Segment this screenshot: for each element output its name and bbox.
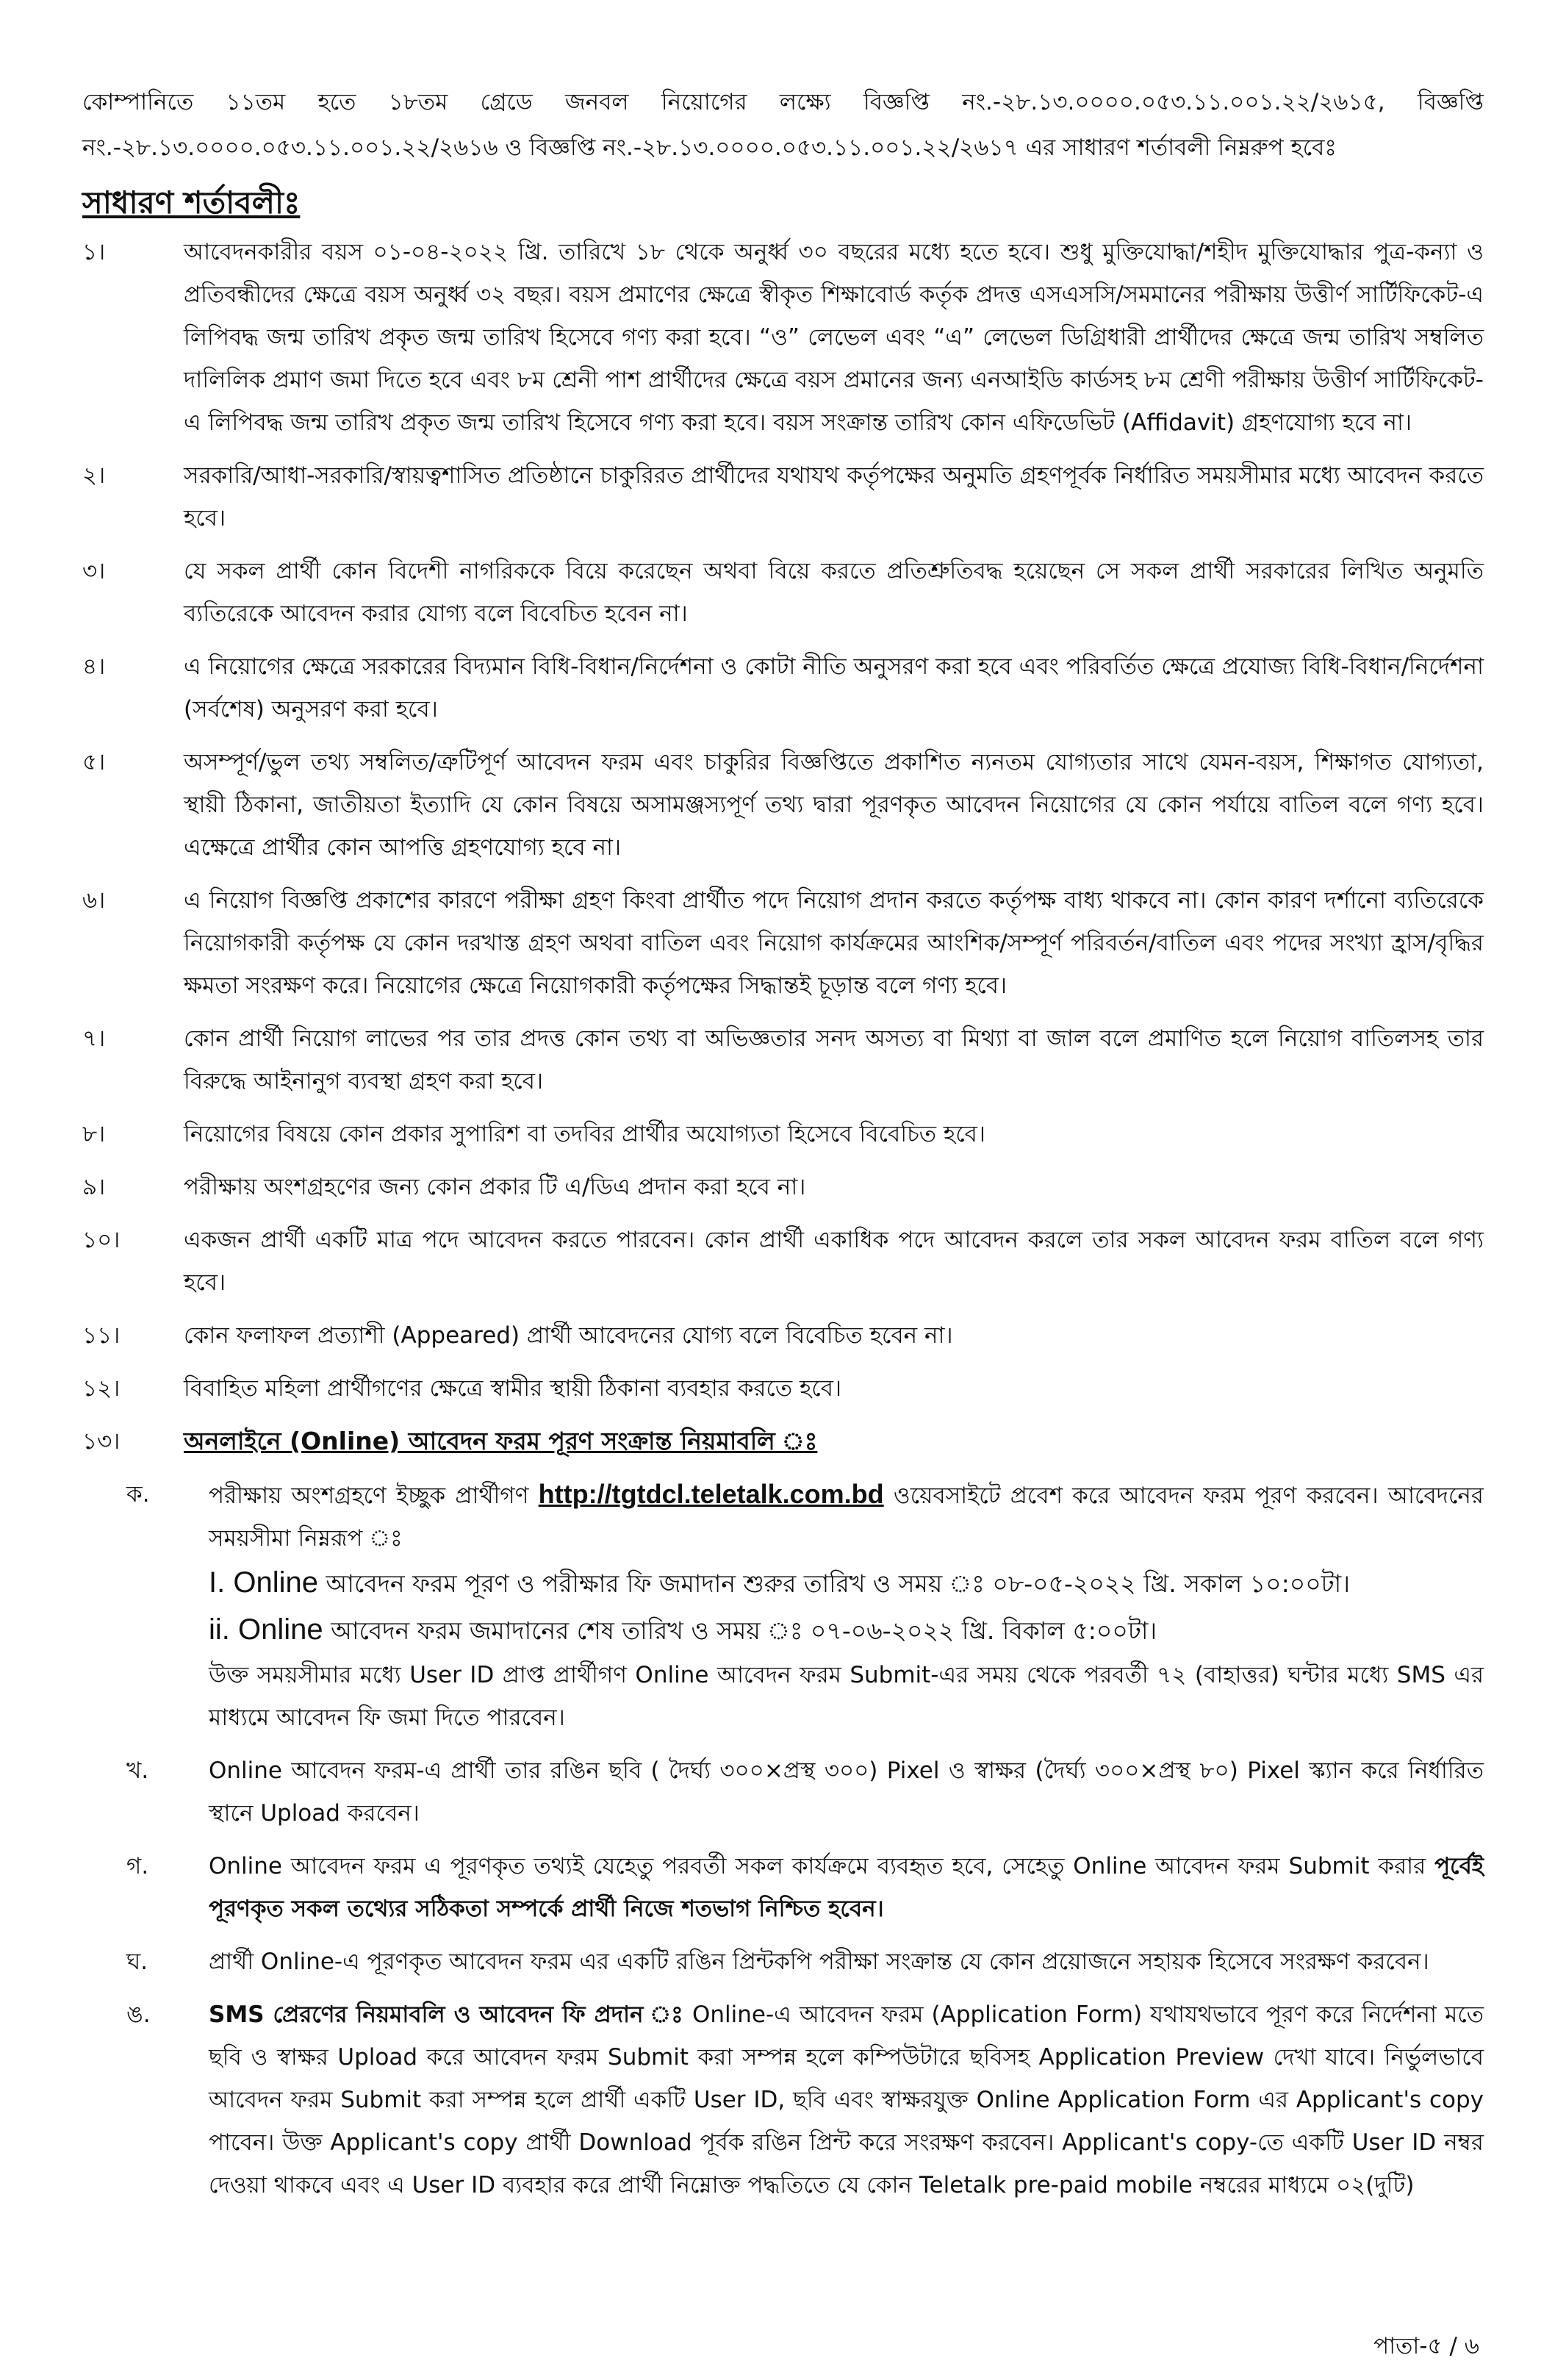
sub-item-text: Online আবেদন ফরম-এ প্রার্থী তার রঙিন ছবি ( দৈর্ঘ্য ৩০০×প্রস্থ ৩০০) Pixel ও স্বাক্ষর (দৈর্ঘ্য ৩০০×প্রস্থ ৮০) Pixel স্ক্যান করে নির্ধারিত স্থানে Upload করবেন। [209,1757,1484,1827]
item-number: ৬। [82,887,106,914]
item-number: ১০। [82,1227,121,1253]
ga-bold-text: পূর্বেই পূরণকৃত সকল তথ্যের সঠিকতা সম্পর্কে প্রার্থী নিজে শতভাগ নিশ্চিত হবেন। [209,1853,1484,1922]
item-text: পরীক্ষায় অংশগ্রহণের জন্য কোন প্রকার টি এ/ডিএ প্রদান করা হবে না। [184,1174,806,1200]
start-date-label: I. Online [209,1566,318,1599]
list-item [82,1219,1484,1304]
sub-item-number: ঘ. [126,1949,148,1975]
sms-rules-text: Online-এ আবেদন ফরম (Application Form) যথাযথভাবে পূরণ করে নির্দেশনা মতে ছবি ও স্বাক্ষর Upload করে আবেদন ফরম Submit করা সম্পন্ন হলে কম্পিউটারে ছবিসহ Application Preview দেখা যাবে। নির্ভুলভাবে আবেদন ফরম Submit করা সম্পন্ন হলে প্রার্থী একটি User ID, ছবি এবং স্বাক্ষরযুক্ত Online Application Form এর Applicant's copy পাবেন। উক্ত Applicant's copy প্রার্থী Download পূর্বক রঙিন প্রিন্ট করে সংরক্ষণ করবেন। Applicant's copy-তে একটি User ID নম্বর দেওয়া থাকবে এবং এ User ID ব্যবহার করে প্রার্থী নিম্নোক্ত পদ্ধতিতে যে কোন Teletalk pre-paid mobile নম্বরের মাধ্যমে ০২(দুটি) [209,2001,1484,2198]
sub-item-kha [126,1749,1484,1835]
sub-item-text [209,1993,1484,2207]
ga-text: Online আবেদন ফরম এ পূরণকৃত তথ্যই যেহেতু পরবর্তী সকল কার্যক্রমে ব্যবহৃত হবে, সেহেতু Online আবেদন ফরম Submit করার [209,1853,1426,1879]
item-number: ৭। [82,1025,106,1052]
sub-item-text [209,1845,1484,1930]
list-item [82,1017,1484,1103]
sub-item-ga [126,1845,1484,1930]
end-date-label: ii. Online [209,1613,323,1646]
item-number: ৪। [82,653,106,680]
list-item [82,1113,1484,1155]
list-item-online [82,1420,1484,1463]
list-item [82,231,1484,444]
sub-item-umo [126,1993,1484,2207]
item-text: সরকারি/আধা-সরকারি/স্বায়ত্বশাসিত প্রতিষ্ঠানে চাকুরিরত প্রার্থীদের যথাযথ কর্তৃপক্ষের অনুমতি গ্রহণপূর্বক নির্ধারিত সময়সীমার মধ্যে আবেদন করতে হবে। [184,462,1484,531]
start-date-line [209,1560,1484,1607]
item-text: বিবাহিত মহিলা প্রার্থীগণের ক্ষেত্রে স্বামীর স্থায়ী ঠিকানা ব্যবহার করতে হবে। [184,1375,842,1402]
item-text: কোন প্রার্থী নিয়োগ লাভের পর তার প্রদত্ত কোন তথ্য বা অভিজ্ঞতার সনদ অসত্য বা মিথ্যা বা জাল বলে প্রমাণিত হলে নিয়োগ বাতিলসহ তার বিরুদ্ধে আইনানুগ ব্যবস্থা গ্রহণ করা হবে। [184,1025,1484,1094]
item-text: নিয়োগের বিষয়ে কোন প্রকার সুপারিশ বা তদবির প্রার্থীর অযোগ্যতা হিসেবে বিবেচিত হবে। [184,1121,986,1147]
item-text: একজন প্রার্থী একটি মাত্র পদে আবেদন করতে পারবেন। কোন প্রার্থী একাধিক পদে আবেদন করলে তার সকল আবেদন ফরম বাতিল বলে গণ্য হবে। [184,1227,1484,1296]
item-number: ১১। [82,1322,121,1349]
conditions-list [82,231,1484,2207]
item-number: ৩। [82,558,106,584]
end-date-text: আবেদন ফরম জমাদানের শেষ তারিখ ও সময় ঃ ০৭-০৬-২০২২ খ্রি. বিকাল ৫:০০টা। [331,1616,1157,1645]
item-number: ৮। [82,1121,106,1147]
item-number: ৫। [82,749,106,775]
sub-item-text [209,1473,1484,1739]
fee-note: উক্ত সময়সীমার মধ্যে User ID প্রাপ্ত প্রার্থীগণ Online আবেদন ফরম Submit-এর সময় থেকে পরবর্তী ৭২ (বাহাত্তর) ঘন্টার মধ্যে SMS এর মাধ্যমে আবেদন ফি জমা দিতে পারবেন। [209,1662,1484,1731]
section-heading: সাধারণ শর্তাবলীঃ [82,184,301,221]
item-text: এ নিয়োগের ক্ষেত্রে সরকারের বিদ্যমান বিধি-বিধান/নির্দেশনা ও কোটা নীতি অনুসরণ করা হবে এবং পরিবর্তিত ক্ষেত্রে প্রযোজ্য বিধি-বিধান/নির্দেশনা (সর্বশেষ) অনুসরণ করা হবে। [184,653,1484,723]
list-item [82,645,1484,731]
item-text: কোন ফলাফল প্রত্যাশী (Appeared) প্রার্থী আবেদনের যোগ্য বলে বিবেচিত হবেন না। [184,1322,953,1349]
item-text: অসম্পূর্ণ/ভুল তথ্য সম্বলিত/ত্রুটিপূর্ণ আবেদন ফরম এবং চাকুরির বিজ্ঞপ্তিতে প্রকাশিত ন্যনতম যোগ্যতার সাথে যেমন-বয়স, শিক্ষাগত যোগ্যতা, স্থায়ী ঠিকানা, জাতীয়তা ইত্যাদি যে কোন বিষয়ে অসামঞ্জস্যপূর্ণ তথ্য দ্বারা পূরণকৃত আবেদন নিয়োগের যে কোন পর্যায়ে বাতিল বলে গণ্য হবে। এক্ষেত্রে প্রার্থীর কোন আপত্তি গ্রহণযোগ্য হবে না। [184,749,1484,861]
item-number: ১। [82,239,106,265]
website-link[interactable]: http://tgtdcl.teletalk.com.bd [538,1479,884,1509]
sub-item-text: প্রার্থী Online-এ পূরণকৃত আবেদন ফরম এর একটি রঙিন প্রিন্টকপি পরীক্ষা সংক্রান্ত যে কোন প্রয়োজনে সহায়ক হিসেবে সংরক্ষণ করবেন। [209,1949,1429,1975]
list-item [82,454,1484,540]
list-item [82,741,1484,869]
item-number: ১২। [82,1375,121,1402]
item-text: এ নিয়োগ বিজ্ঞপ্তি প্রকাশের কারণে পরীক্ষা গ্রহণ কিংবা প্রার্থীত পদে নিয়োগ প্রদান করতে কর্তৃপক্ষ বাধ্য থাকবে না। কোন কারণ দর্শানো ব্যতিরেকে নিয়োগকারী কর্তৃপক্ষ যে কোন দরখাস্ত গ্রহণ অথবা বাতিল এবং নিয়োগ কার্যক্রমের আংশিক/সম্পূর্ণ পরিবর্তন/বাতিল এবং পদের সংখ্যা হ্রাস/বৃদ্ধির ক্ষমতা সংরক্ষণ করে। নিয়োগের ক্ষেত্রে নিয়োগকারী কর্তৃপক্ষের সিদ্ধান্তই চূড়ান্ত বলে গণ্য হবে। [184,887,1484,999]
sub-item-number: গ. [126,1853,149,1879]
sub-item-number: ক. [126,1481,150,1508]
sub-item-number: খ. [126,1757,149,1784]
ka-text-after: ওয়েবসাইটে প্রবেশ করে আবেদন ফরম পূরণ করবেন। আবেদনের সময়সীমা নিম্নরূপ ঃ [209,1483,1484,1552]
start-date-text: আবেদন ফরম পূরণ ও পরীক্ষার ফি জমাদান শুরুর তারিখ ও সময় ঃ ০৮-০৫-২০২২ খ্রি. সকাল ১০:০০টা। [326,1569,1351,1598]
item-number: ২। [82,462,106,489]
item-text: যে সকল প্রার্থী কোন বিদেশী নাগরিককে বিয়ে করেছেন অথবা বিয়ে করতে প্রতিশ্রুতিবদ্ধ হয়েছেন সে সকল প্রার্থী সরকারের লিখিত অনুমতি ব্যতিরেকে আবেদন করার যোগ্য বলে বিবেচিত হবেন না। [184,558,1484,627]
item-number: ৯। [82,1174,106,1200]
list-item [82,879,1484,1007]
sub-item-gha [126,1940,1484,1983]
item-text: আবেদনকারীর বয়স ০১-০৪-২০২২ খ্রি. তারিখে ১৮ থেকে অনুর্ধ্ব ৩০ বছরের মধ্যে হতে হবে। শুধু মুক্তিযোদ্ধা/শহীদ মুক্তিযোদ্ধার পুত্র-কন্যা ও প্রতিবন্ধীদের ক্ষেত্রে বয়স অনুর্ধ্ব ৩২ বছর। বয়স প্রমাণের ক্ষেত্রে স্বীকৃত শিক্ষাবোর্ড কর্তৃক প্রদত্ত এসএসসি/সমমানের পরীক্ষায় উত্তীর্ণ সার্টিফিকেট-এ লিপিবদ্ধ জন্ম তারিখ প্রকৃত জন্ম তারিখ হিসেবে গণ্য করা হবে। “ও” লেভেল এবং “এ” লেভেল ডিগ্রিধারী প্রার্থীদের ক্ষেত্রে জন্ম তারিখ সম্বলিত দালিলিক প্রমাণ জমা দিতে হবে এবং ৮ম শ্রেনী পাশ প্রার্থীদের ক্ষেত্রে বয়স প্রমানের জন্য এনআইডি কার্ডসহ ৮ম শ্রেণী পরীক্ষায় উত্তীর্ণ সার্টিফিকেট-এ লিপিবদ্ধ জন্ম তারিখ প্রকৃত জন্ম তারিখ হিসেবে গণ্য করা হবে। বয়স সংক্রান্ত তারিখ কোন এফিডেভিট (Affidavit) গ্রহণযোগ্য হবে না। [184,239,1484,436]
list-item [82,1166,1484,1208]
end-date-line [209,1607,1484,1654]
intro-paragraph: কোম্পানিতে ১১তম হতে ১৮তম গ্রেডে জনবল নিয়োগের লক্ষ্যে বিজ্ঞপ্তি নং.-২৮.১৩.০০০০.০৫৩.১১.০০১.২২/২৬১৫, বিজ্ঞপ্তি নং.-২৮.১৩.০০০০.০৫৩.১১.০০১.২২/২৬১৬ ও বিজ্ঞপ্তি নং.-২৮.১৩.০০০০.০৫৩.১১.০০১.২২/২৬১৭ এর সাধারণ শর্তাবলী নিম্নরুপ হবেঃ [82,89,1484,161]
list-item [82,1367,1484,1410]
item-number: ১৩। [82,1428,121,1455]
sub-item-number: ঙ. [126,2001,151,2028]
item-online-body [184,1420,1484,1463]
list-item [82,1314,1484,1357]
online-rules-title: অনলাইনে (Online) আবেদন ফরম পূরণ সংক্রান্ত নিয়মাবলি ঃ [184,1427,818,1455]
sub-item-ka [126,1473,1484,1739]
ka-text-before: পরীক্ষায় অংশগ্রহণে ইচ্ছুক প্রার্থীগণ [209,1483,529,1509]
list-item [82,550,1484,635]
page-number: পাতা-৫ / ৬ [1373,2333,1479,2359]
sms-rules-bold: SMS প্রেরণের নিয়মাবলি ও আবেদন ফি প্রদান ঃ [209,2001,684,2028]
